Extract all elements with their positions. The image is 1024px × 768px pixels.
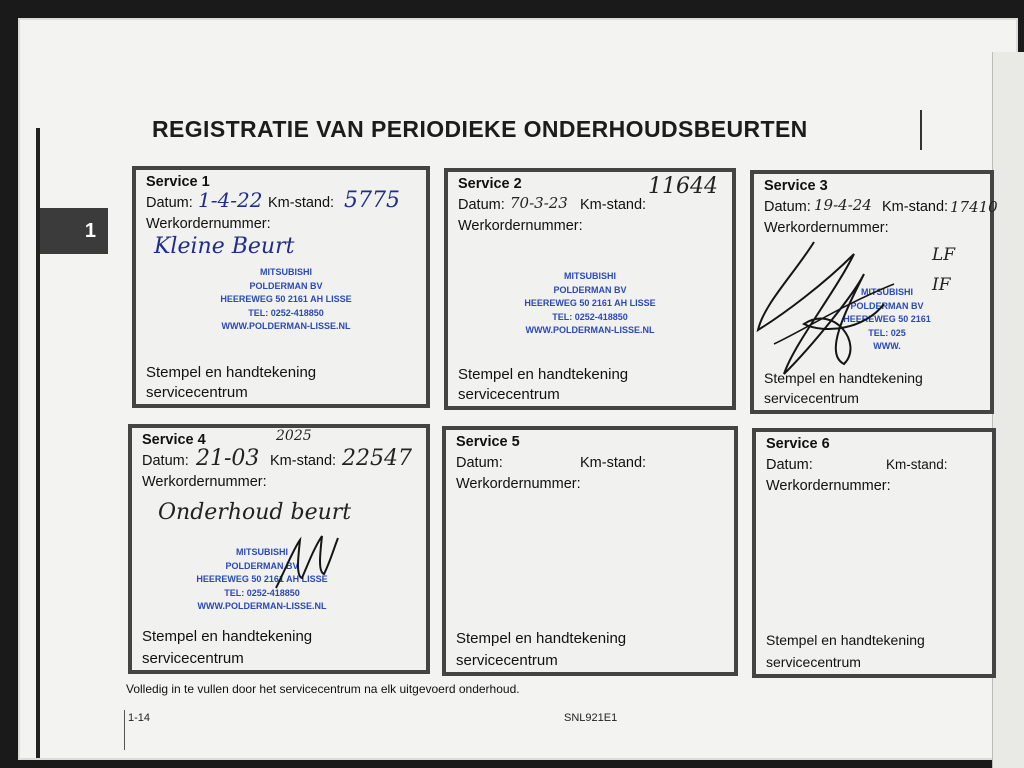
service-title: Service 2 bbox=[458, 176, 522, 192]
werkorder-label: Werkordernummer: bbox=[766, 478, 891, 494]
datum-value: 21-03 bbox=[196, 446, 260, 471]
page-title: REGISTRATIE VAN PERIODIEKE ONDERHOUDSBEURTEN bbox=[152, 116, 808, 142]
stempel-label-2: servicecentrum bbox=[458, 386, 560, 403]
stempel-label-2: servicecentrum bbox=[142, 650, 244, 667]
stempel-label: Stempel en handtekening bbox=[456, 630, 627, 647]
stamp-line: TEL: 0252-418850 bbox=[552, 311, 628, 322]
stamp-line: MITSUBISHI bbox=[563, 271, 616, 281]
stamp-line: MITSUBISHI bbox=[259, 267, 312, 277]
stamp-line: TEL: 0252-418850 bbox=[248, 307, 324, 318]
stamp-line: POLDERMAN BV bbox=[850, 300, 924, 311]
signature-scribble bbox=[272, 528, 342, 598]
stempel-label: Stempel en handtekening bbox=[146, 364, 317, 381]
datum-value: 70-3-23 bbox=[510, 194, 568, 212]
stamp-line: MITSUBISHI bbox=[860, 287, 913, 297]
stempel-label: Stempel en handtekening bbox=[458, 366, 629, 383]
km-label: Km-stand: bbox=[270, 453, 337, 469]
service-card-1 bbox=[132, 166, 430, 408]
service-card-4 bbox=[128, 424, 430, 674]
werkorder-label: Werkordernummer: bbox=[456, 476, 581, 492]
werkorder-label: Werkordernummer: bbox=[764, 220, 889, 236]
km-label: Km-stand: bbox=[882, 199, 949, 215]
service-card-3 bbox=[750, 170, 998, 414]
service-card-5 bbox=[442, 426, 738, 676]
stamp-line: WWW.POLDERMAN-LISSE.NL bbox=[197, 601, 327, 611]
stempel-label-2: servicecentrum bbox=[764, 390, 859, 406]
stamp-line: TEL: 025 bbox=[868, 327, 906, 338]
stamp-line: WWW.POLDERMAN-LISSE.NL bbox=[525, 325, 655, 335]
stamp-line: POLDERMAN BV bbox=[553, 284, 627, 295]
km-value: 17410 bbox=[950, 198, 998, 216]
stamp-line: TEL: 0252-418850 bbox=[224, 587, 300, 598]
page-code: SNL921E1 bbox=[564, 712, 618, 724]
km-label: Km-stand: bbox=[580, 455, 647, 471]
service-card-6 bbox=[752, 428, 996, 678]
datum-year: 2025 bbox=[276, 428, 312, 444]
footnote: Volledig in te vullen door het servicecentrum na elk uitgevoerd onderhoud. bbox=[126, 682, 520, 696]
dealer-stamp bbox=[510, 270, 670, 338]
service-title: Service 6 bbox=[766, 436, 830, 452]
datum-label: Datum: bbox=[146, 195, 193, 211]
werkorder-label: Werkordernummer: bbox=[142, 474, 267, 490]
stamp-line: POLDERMAN BV bbox=[225, 560, 299, 571]
km-value: 5775 bbox=[344, 188, 400, 213]
stamp-line: WWW.POLDERMAN-LISSE.NL bbox=[221, 321, 351, 331]
datum-label: Datum: bbox=[458, 197, 505, 213]
km-value: 22547 bbox=[342, 446, 412, 471]
signature-scribble bbox=[754, 234, 904, 384]
stempel-label: Stempel en handtekening bbox=[766, 632, 925, 648]
datum-label: Datum: bbox=[142, 453, 189, 469]
werkorder-value: Kleine Beurt bbox=[154, 234, 295, 259]
km-label: Km-stand: bbox=[886, 457, 948, 472]
werkorder-value: Onderhoud beurt bbox=[158, 500, 352, 525]
stamp-line: WWW. bbox=[873, 341, 901, 351]
page-rule bbox=[124, 710, 125, 750]
stempel-label: Stempel en handtekening bbox=[142, 628, 313, 645]
chapter-tab: 1 bbox=[40, 208, 108, 254]
datum-label: Datum: bbox=[764, 199, 811, 215]
km-label: Km-stand: bbox=[580, 197, 647, 213]
service-card-2 bbox=[444, 168, 736, 410]
stamp-line: HEEREWEG 50 2161 bbox=[843, 314, 931, 324]
stempel-label-2: servicecentrum bbox=[456, 652, 558, 669]
stempel-label-2: servicecentrum bbox=[146, 384, 248, 401]
km-label: Km-stand: bbox=[268, 195, 335, 211]
werkorder-value: LF IF bbox=[932, 245, 956, 295]
stamp-line: HEEREWEG 50 2161 AH LISSE bbox=[220, 294, 352, 304]
werkorder-label: Werkordernummer: bbox=[458, 218, 583, 234]
datum-value: 19-4-24 bbox=[814, 196, 872, 214]
service-title: Service 3 bbox=[764, 178, 828, 194]
dealer-stamp bbox=[206, 266, 366, 334]
next-page-edge bbox=[992, 52, 1024, 768]
stamp-line: HEEREWEG 50 2161 AH LISSE bbox=[524, 298, 656, 308]
stempel-label-2: servicecentrum bbox=[766, 654, 861, 670]
stamp-line: HEEREWEG 50 2161 AH LISSE bbox=[196, 574, 328, 584]
title-rule bbox=[920, 110, 922, 150]
werkorder-label: Werkordernummer: bbox=[146, 216, 271, 232]
service-title: Service 5 bbox=[456, 434, 520, 450]
service-title: Service 1 bbox=[146, 174, 210, 190]
service-title: Service 4 bbox=[142, 432, 206, 448]
km-value: 11644 bbox=[648, 174, 718, 199]
stamp-line: POLDERMAN BV bbox=[249, 280, 323, 291]
datum-label: Datum: bbox=[456, 455, 503, 471]
stamp-line: MITSUBISHI bbox=[235, 547, 288, 557]
datum-value: 1-4-22 bbox=[198, 188, 263, 212]
page-number: 1-14 bbox=[128, 712, 151, 724]
stempel-label: Stempel en handtekening bbox=[764, 370, 923, 386]
datum-label: Datum: bbox=[766, 457, 813, 473]
